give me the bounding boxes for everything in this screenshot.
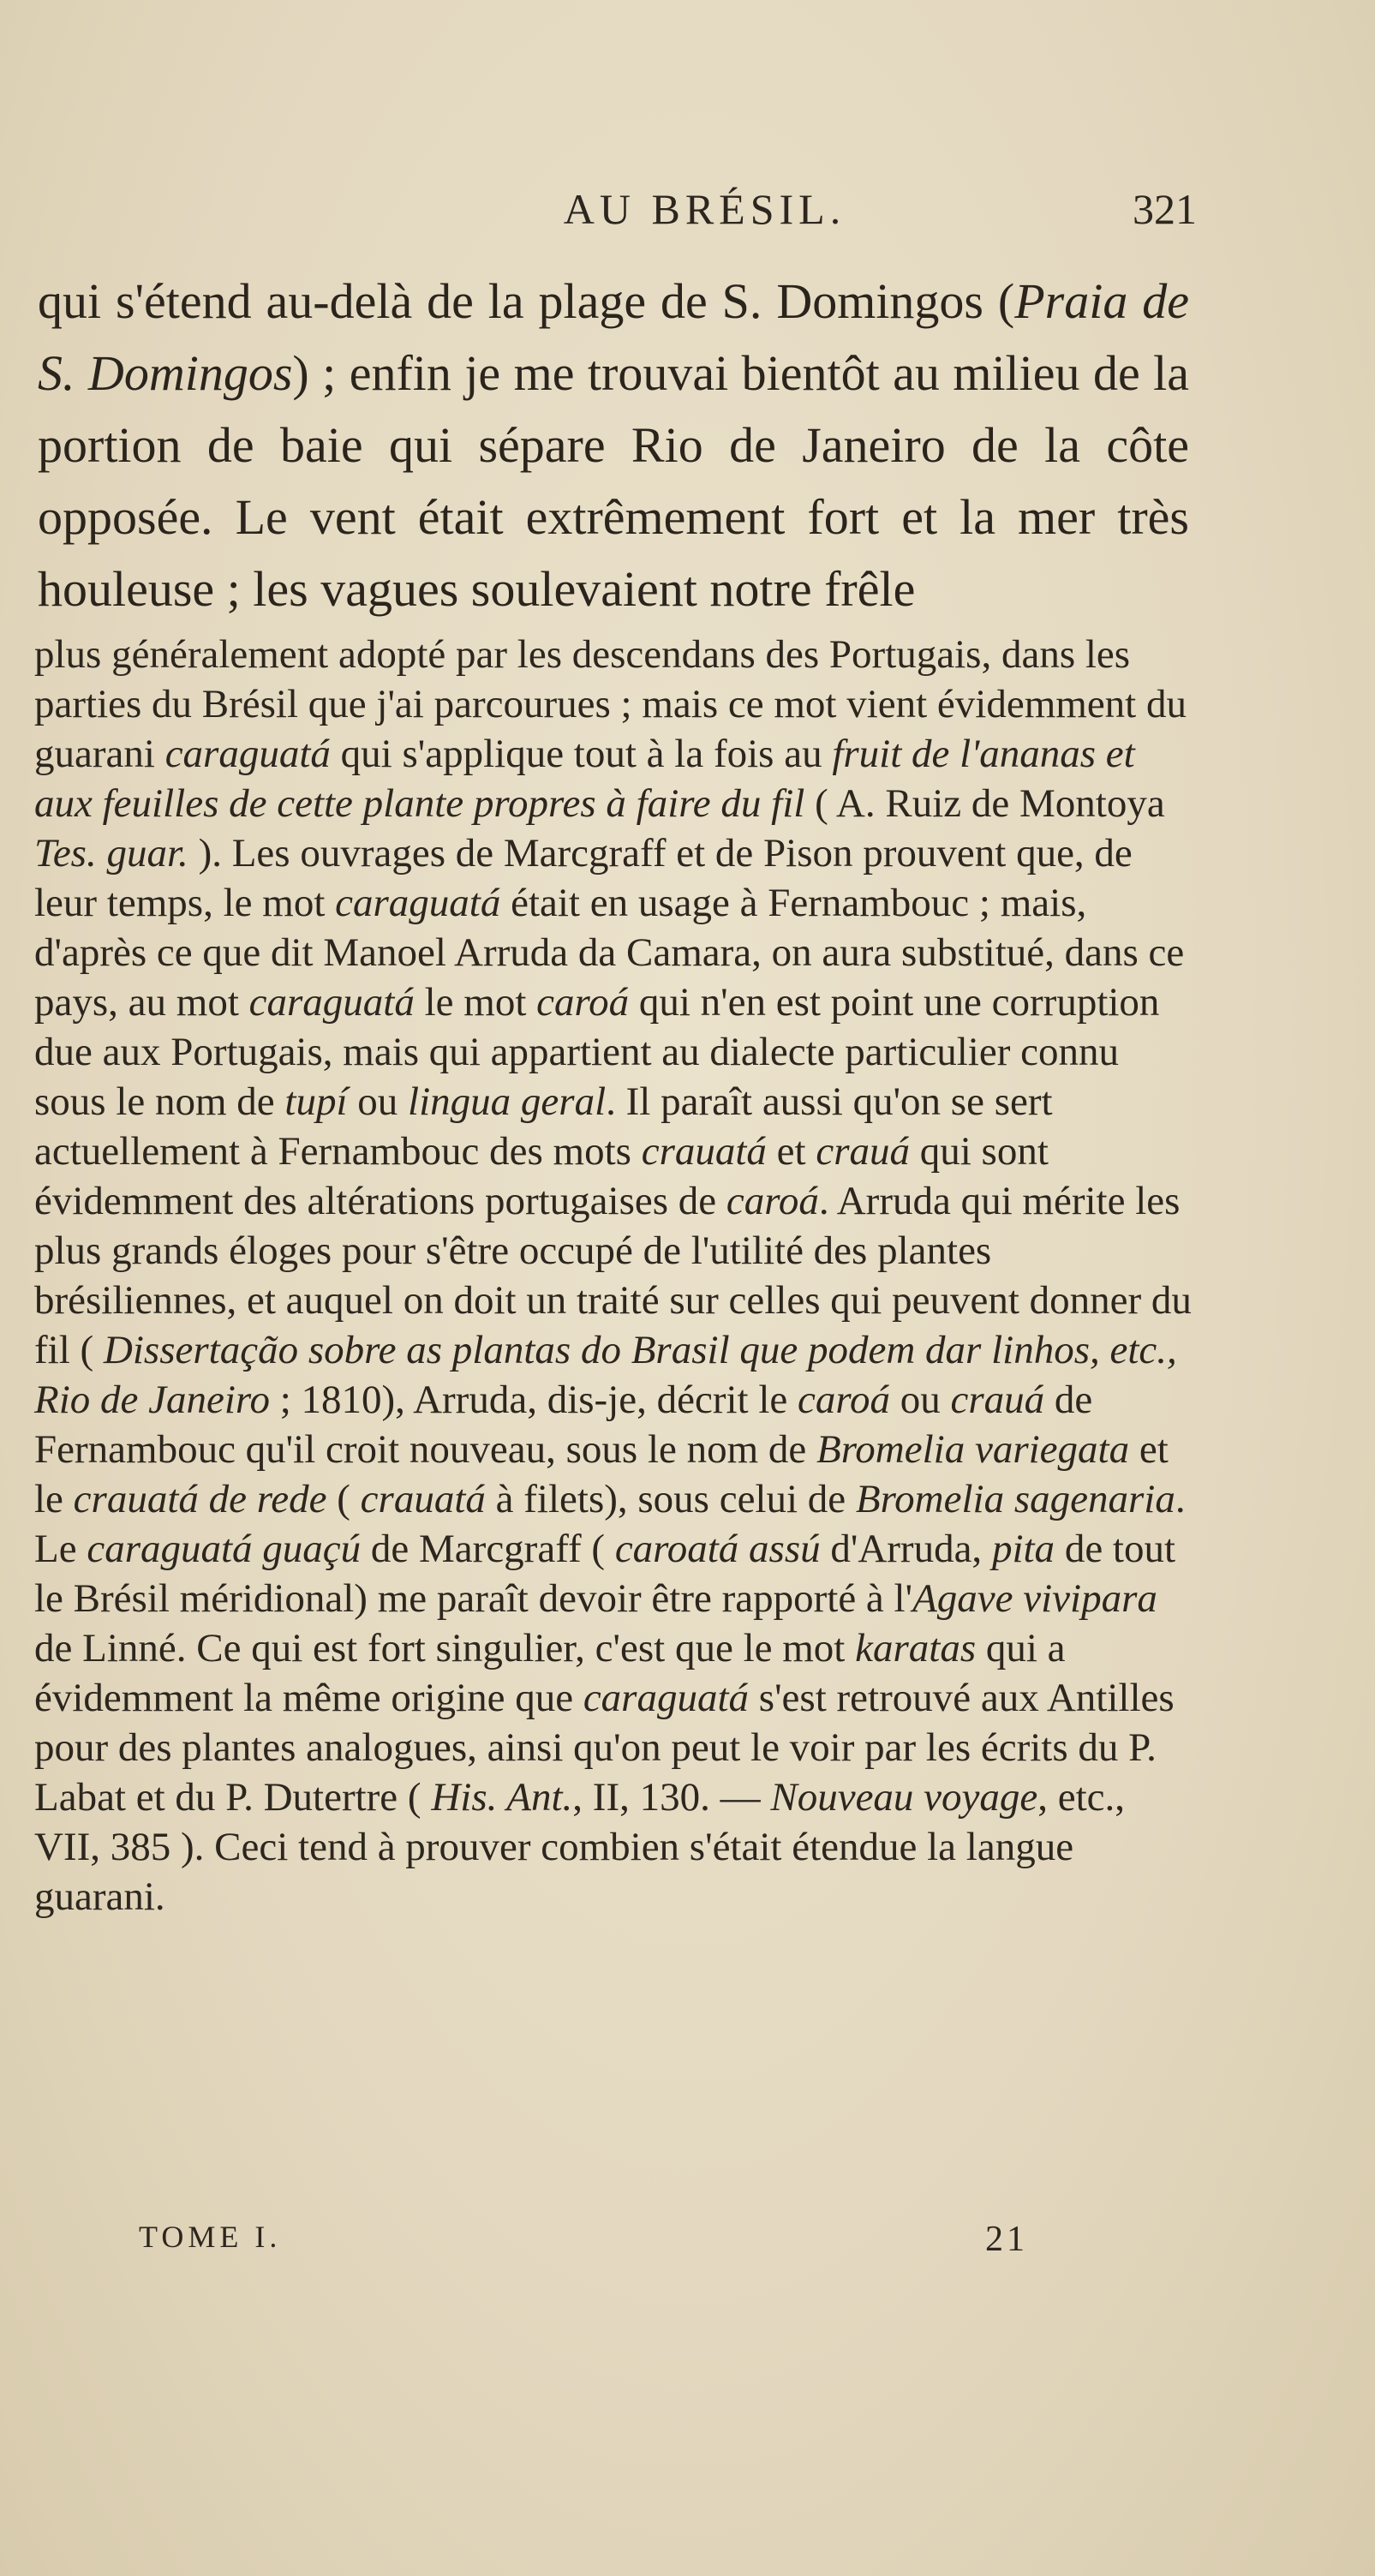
italic-text-run: caroá	[798, 1378, 890, 1422]
signature-mark: TOME I.	[139, 2220, 282, 2254]
italic-text-run: caraguatá	[164, 732, 331, 776]
text-run: qui s'étend au-delà de la plage de S. Domingos (	[38, 273, 1015, 329]
text-run: qui a évidemment la même origine que	[34, 1626, 1066, 1720]
text-run: de Marcgraff (	[361, 1527, 615, 1571]
italic-text-run: crauatá	[360, 1477, 486, 1521]
text-run: , II, 130. —	[572, 1775, 771, 1820]
main-paragraph	[38, 266, 1189, 625]
text-run: ) ; enfin je me trouvai bientôt au milieu de la portion de baie qui sépare Rio de Janeiro de la côte opposée. Le vent était extrêmement fort et la mer très houleuse ; les vagues soulevaient notre frêle	[38, 345, 1189, 617]
main-text	[38, 266, 1189, 625]
text-run: , etc., VII, 385 ). Ceci tend à prouver combien s'était étendue la langue guarani.	[34, 1775, 1126, 1919]
italic-text-run: Bromelia variegata	[816, 1427, 1130, 1472]
text-run: ou	[347, 1079, 409, 1124]
italic-text-run: karatas	[855, 1626, 977, 1671]
text-run: qui sont évidemment des altérations portugaises de	[34, 1129, 1049, 1223]
text-run: ( A. Ruiz de Montoya	[804, 781, 1165, 826]
page-number: 321	[1133, 185, 1197, 233]
italic-text-run: crauá	[950, 1378, 1045, 1422]
text-run: à filets), sous celui de	[485, 1477, 856, 1521]
page-header	[34, 184, 1375, 253]
text-run: et le	[34, 1427, 1169, 1521]
italic-text-run: lingua geral	[408, 1079, 607, 1124]
italic-text-run: crauatá de rede	[73, 1477, 327, 1521]
italic-text-run: Dissertação sobre as plantas do Brasil que podem dar linhos, etc., Rio de Janeiro	[34, 1328, 1177, 1422]
italic-text-run: Agave vivipara	[912, 1576, 1157, 1621]
italic-text-run: caraguatá	[248, 980, 415, 1025]
text-run: le mot	[414, 980, 537, 1025]
text-run: s'est retrouvé aux Antilles pour des plantes analogues, ainsi qu'on peut le voir par les écrits du P. Labat et du P. Dutertre (	[34, 1676, 1175, 1820]
text-run: . Arruda qui mérite les plus grands éloges pour s'être occupé de l'utilité des plantes brésiliennes, et auquel on doit un traité sur celles qui peuvent donner du fil (	[34, 1179, 1192, 1372]
italic-text-run: crauá	[816, 1129, 910, 1174]
italic-text-run: Praia de S. Domingos	[38, 273, 1189, 401]
italic-text-run: His. Ant.	[431, 1775, 573, 1820]
text-run: était en usage à Fernambouc ; mais, d'après ce que dit Manoel Arruda da Camara, on aura substitué, dans ce pays, au mot	[34, 881, 1185, 1025]
text-run: (	[326, 1477, 361, 1521]
sheet-number: 21	[985, 2220, 1028, 2259]
italic-text-run: tupí	[284, 1079, 348, 1124]
italic-text-run: pita	[991, 1527, 1055, 1571]
text-run: qui s'applique tout à la fois au	[330, 732, 833, 776]
text-run: . Le	[34, 1477, 1186, 1571]
text-run: de Fernambouc qu'il croit nouveau, sous le nom de	[34, 1378, 1093, 1472]
italic-text-run: Bromelia sagenaria	[855, 1477, 1175, 1521]
italic-text-run: Nouveau voyage	[770, 1775, 1038, 1820]
italic-text-run: Tes. guar.	[34, 831, 188, 876]
text-run: d'Arruda,	[820, 1527, 992, 1571]
text-run: qui n'en est point une corruption due aux Portugais, mais qui appartient au dialecte particulier connu sous le nom de	[34, 980, 1160, 1124]
text-run: et	[766, 1129, 816, 1174]
text-run: de tout le Brésil méridional) me paraît devoir être rapporté à l'	[34, 1527, 1176, 1621]
text-run: ; 1810), Arruda, dis-je, décrit le	[269, 1378, 798, 1422]
italic-text-run: caraguatá	[335, 881, 501, 925]
text-run: ou	[889, 1378, 951, 1422]
text-run: ). Les ouvrages de Marcgraff et de Pison prouvent que, de leur temps, le mot	[34, 831, 1133, 925]
text-run: de Linné. Ce qui est fort singulier, c'est que le mot	[34, 1626, 856, 1671]
running-head: AU BRÉSIL.	[563, 185, 846, 233]
page-footer	[0, 2219, 1375, 2279]
italic-text-run: crauatá	[641, 1129, 767, 1174]
italic-text-run: caraguatá	[583, 1676, 750, 1720]
footnote	[34, 630, 1193, 1922]
italic-text-run: caroá	[536, 980, 630, 1025]
footnote-paragraph	[34, 630, 1193, 1922]
italic-text-run: caraguatá guaçú	[87, 1527, 362, 1571]
italic-text-run: caroá	[726, 1179, 819, 1223]
text-run: plus généralement adopté par les descendans des Portugais, dans les parties du Brésil que j'ai parcourues ; mais ce mot vient évidemment du guarani	[34, 632, 1187, 776]
text-run: . Il paraît aussi qu'on se sert actuellement à Fernambouc des mots	[34, 1079, 1053, 1174]
italic-text-run: fruit de l'ananas et aux feuilles de cette plante propres à faire du fil	[34, 732, 1135, 826]
italic-text-run: caroatá assú	[614, 1527, 821, 1571]
